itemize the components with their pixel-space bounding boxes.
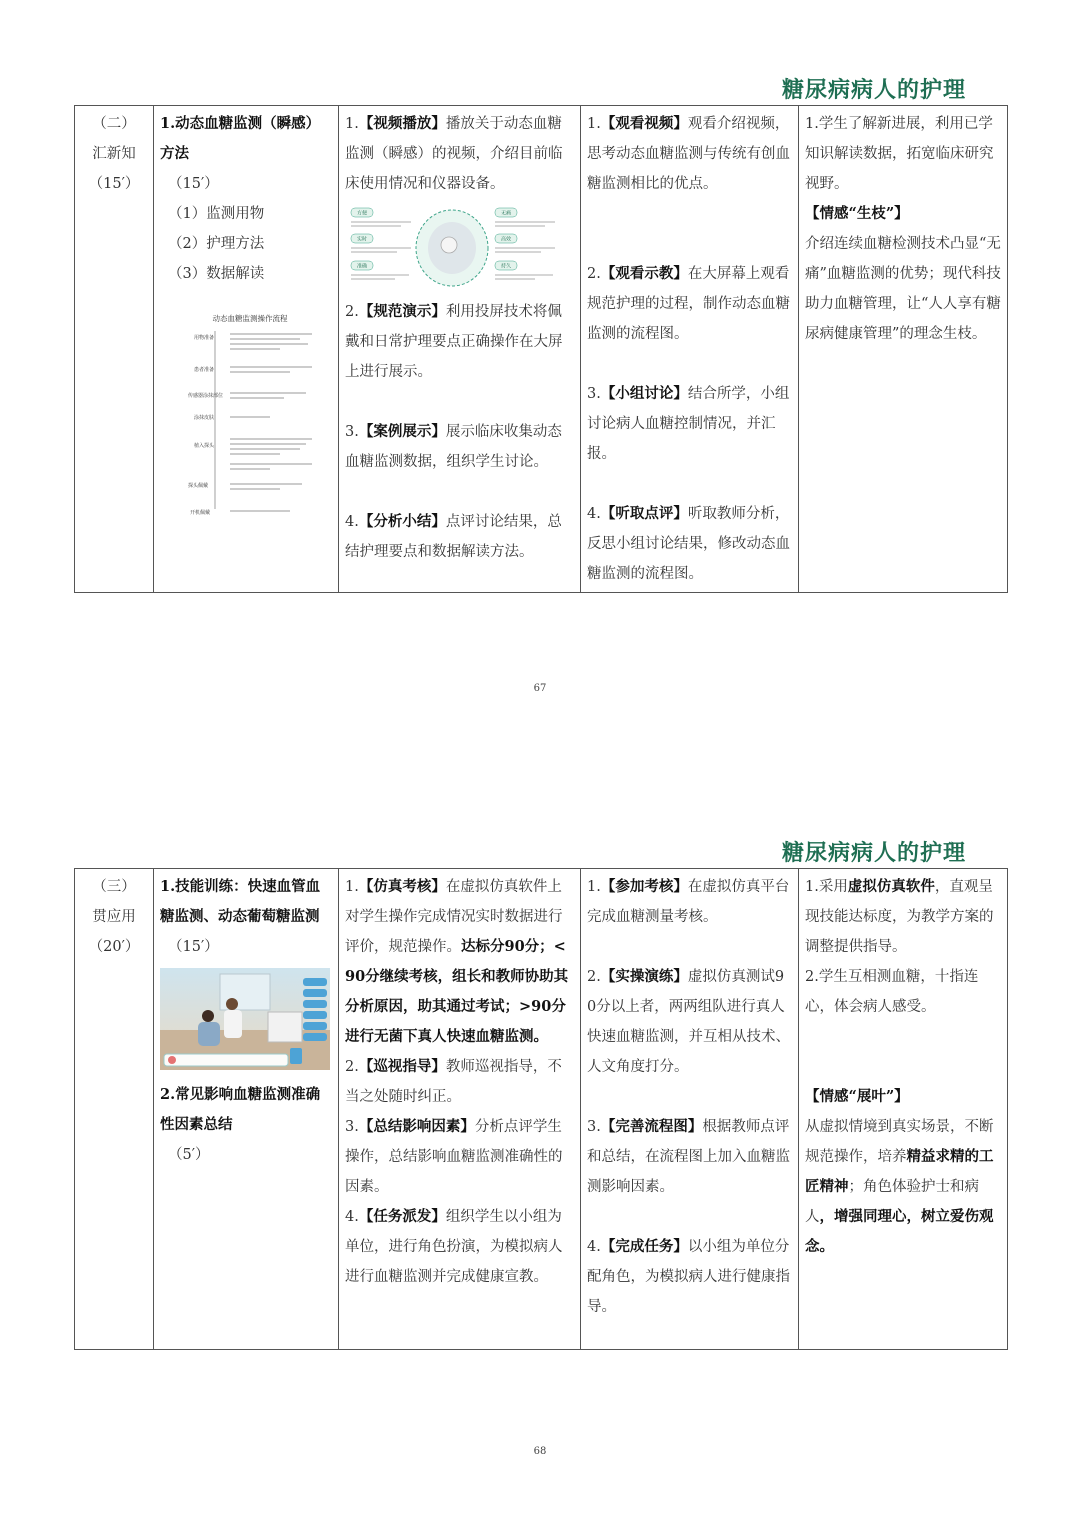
intent-paragraph-2: 介绍连续血糖检测技术凸显“无痛”血糖监测的优势；现代科技助力血糖管理，让“人人享有糖尿病健康管理”的理念生枝。 bbox=[805, 236, 1001, 342]
stage-cell bbox=[75, 869, 154, 1350]
student-activity-2: 2.【观看示教】在大屏幕上观看规范护理的过程，制作动态血糖监测的流程图。 bbox=[587, 265, 790, 342]
student-activity-2: 2.【实操演练】虚拟仿真测试90分以上者，两两组队进行真人快速血糖监测，并互相从技术、人文角度打分。 bbox=[587, 968, 790, 1075]
teacher-activity-3: 3.【案例展示】展示临床收集动态血糖监测数据，组织学生讨论。 bbox=[345, 423, 562, 470]
page-header-2: 糖尿病病人的护理 bbox=[781, 841, 966, 866]
content-title-1: 1.技能训练：快速血管血糖监测、动态葡萄糖监测 bbox=[160, 878, 321, 925]
stage-title: 贯应用 bbox=[92, 909, 136, 925]
stage-cell bbox=[75, 106, 154, 593]
feature-label-6: 持久 bbox=[500, 263, 512, 270]
stage-number: （二） bbox=[92, 116, 136, 132]
intent-paragraph-2: 2.学生互相测血糖，十指连心，体会病人感受。 bbox=[805, 969, 979, 1015]
flow-step-3: 传感器涂抹部位 bbox=[188, 393, 224, 399]
design-intent-cell bbox=[799, 869, 1008, 1350]
simulation-screenshot bbox=[160, 968, 330, 1070]
flow-step-1: 用物准备 bbox=[194, 335, 215, 341]
student-activity-3: 3.【完善流程图】根据教师点评和总结，在流程图上加入血糖监测影响因素。 bbox=[587, 1118, 790, 1195]
lesson-table-1 bbox=[74, 105, 1008, 593]
intent-paragraph-1: 1.采用虚拟仿真软件，直观呈现技能达标度，为教学方案的调整提供指导。 bbox=[805, 878, 994, 955]
teacher-activity-2: 2.【巡视指导】教师巡视指导，不当之处随时纠正。 bbox=[345, 1058, 562, 1105]
teacher-activity-cell bbox=[339, 106, 581, 593]
stage-title: 汇新知 bbox=[92, 146, 136, 162]
student-activity-1: 1.【观看视频】观看介绍视频，思考动态血糖监测与传统有创血糖监测相比的优点。 bbox=[587, 115, 790, 192]
flow-title: 动态血糖监测操作流程 bbox=[212, 314, 288, 323]
content-time-1: （15′） bbox=[168, 939, 219, 955]
feature-label-1: 方便 bbox=[356, 210, 368, 217]
flowchart-figure bbox=[180, 309, 320, 524]
content-cell bbox=[154, 106, 339, 593]
page-number-1: 67 bbox=[533, 683, 547, 694]
student-activity-3: 3.【小组讨论】结合所学，小组讨论病人血糖控制情况，并汇报。 bbox=[587, 385, 790, 462]
teacher-activity-4: 4.【任务派发】组织学生以小组为单位，进行角色扮演，为模拟病人进行血糖监测并完成健康宣教。 bbox=[345, 1208, 563, 1285]
teacher-activity-1: 1.【视频播放】播放关于动态血糖监测（瞬感）的视频，介绍目前临床使用情况和仪器设备。 bbox=[345, 115, 563, 192]
student-activity-4: 4.【听取点评】听取教师分析，反思小组讨论结果，修改动态血糖监测的流程图。 bbox=[587, 505, 790, 582]
content-time: （15′） bbox=[168, 176, 219, 192]
teacher-activity-cell bbox=[339, 869, 581, 1350]
content-item-1: （1）监测用物 bbox=[168, 206, 265, 222]
feature-label-5: 高效 bbox=[500, 236, 512, 243]
feature-label-3: 准确 bbox=[356, 263, 368, 270]
lesson-table-2 bbox=[74, 868, 1008, 1350]
content-cell bbox=[154, 869, 339, 1350]
design-intent-cell bbox=[799, 106, 1008, 593]
content-item-3: （3）数据解读 bbox=[168, 266, 265, 282]
teacher-activity-1: 1.【仿真考核】在虚拟仿真软件上对学生操作完成情况实时数据进行评价，规范操作。达标分90分；<90分继续考核，组长和教师协助其分析原因，助其通过考试；>90分进行无菌下真人快速血糖监测。 bbox=[345, 878, 569, 1045]
student-activity-1: 1.【参加考核】在虚拟仿真平台完成血糖测量考核。 bbox=[587, 878, 790, 925]
page-number-2: 68 bbox=[533, 1446, 547, 1457]
emotion-tag: 【情感“展叶”】 bbox=[805, 1088, 909, 1105]
content-item-2: （2）护理方法 bbox=[168, 236, 265, 252]
stage-time: （15′） bbox=[88, 176, 140, 192]
flow-step-7: 开机佩戴 bbox=[190, 510, 211, 516]
feature-label-4: 无痛 bbox=[500, 210, 512, 217]
feature-label-2: 实时 bbox=[356, 236, 368, 243]
content-title-2: 2.常见影响血糖监测准确性因素总结 bbox=[160, 1086, 321, 1133]
student-activity-cell bbox=[581, 869, 799, 1350]
stage-time: （20′） bbox=[88, 939, 140, 955]
teacher-activity-3: 3.【总结影响因素】分析点评学生操作，总结影响血糖监测准确性的因素。 bbox=[345, 1118, 563, 1195]
stage-number: （三） bbox=[92, 879, 136, 895]
device-infographic bbox=[345, 205, 559, 291]
emotion-tag: 【情感“生枝”】 bbox=[805, 205, 909, 222]
content-time-2: （5′） bbox=[168, 1147, 210, 1163]
intent-paragraph-3: 从虚拟情境到真实场景，不断规范操作，培养精益求精的工匠精神；角色体验护士和病人，增强同理心，树立爱伤观念。 bbox=[805, 1119, 994, 1255]
student-activity-cell bbox=[581, 106, 799, 593]
page-header-1: 糖尿病病人的护理 bbox=[781, 78, 966, 103]
intent-paragraph-1: 1.学生了解新进展，利用已学知识解读数据，拓宽临床研究视野。 bbox=[805, 116, 994, 192]
flow-step-2: 患者准备 bbox=[194, 367, 215, 373]
content-title: 1.动态血糖监测（瞬感）方法 bbox=[160, 115, 321, 162]
student-activity-4: 4.【完成任务】以小组为单位分配角色，为模拟病人进行健康指导。 bbox=[587, 1238, 790, 1315]
flow-step-5: 植入探头 bbox=[194, 443, 215, 449]
flow-step-4: 涂抹皮肤 bbox=[194, 415, 215, 421]
flow-step-6: 探头佩戴 bbox=[188, 483, 209, 489]
teacher-activity-4: 4.【分析小结】点评讨论结果，总结护理要点和数据解读方法。 bbox=[345, 513, 562, 560]
teacher-activity-2: 2.【规范演示】利用投屏技术将佩戴和日常护理要点正确操作在大屏上进行展示。 bbox=[345, 303, 563, 380]
